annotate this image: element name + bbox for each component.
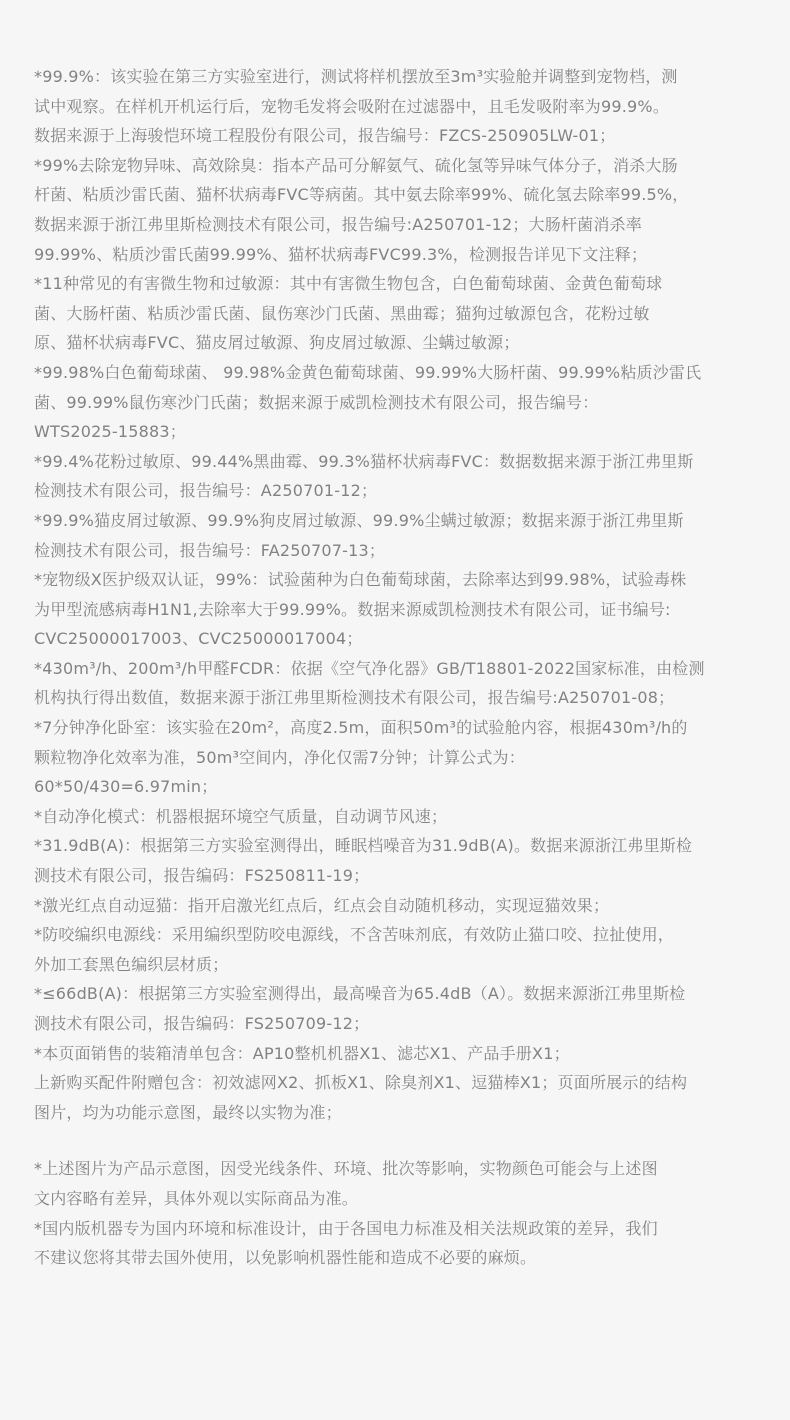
- note-bacteria-rates: *99.98%白色葡萄球菌、 99.98%金黄色葡萄球菌、99.99%大肠杆菌、99.99%粘质沙雷氏 菌、99.99%鼠伤寒沙门氏菌；数据来源于威凯检测技术有限公司，报告编号： WTS2025-15883；: [34, 362, 702, 442]
- disclaimer-notes: [34, 1154, 766, 1272]
- note-microbes-allergens: *11种常见的有害微生物和过敏源：其中有害微生物包含，白色葡萄球菌、金黄色葡萄球 菌、大肠杆菌、粘质沙雷氏菌、鼠伤寒沙门氏菌、黑曲霉；猫狗过敏源包含，花粉过敏 原、猫杯状病毒FVC、猫皮屑过敏源、狗皮屑过敏源、尘螨过敏源；: [34, 274, 663, 353]
- note-pet-hair-adsorption: *99.9%：该实验在第三方实验室进行，测试将样机摆放至3m³实验舱并调整到宠物档，测 试中观察。在样机开机运行后，宠物毛发将会吸附在过滤器中，且毛发吸附率为99.9%。 数据来源于上海骏恺环境工程股份有限公司，报告编号：FZCS-250905LW-01；: [34, 67, 678, 146]
- disclaimer-image-color: *上述图片为产品示意图，因受光线条件、环境、批次等影响，实物颜色可能会与上述图 文内容略有差异，具体外观以实际商品为准。: [34, 1159, 658, 1208]
- note-accessory-gifts: 上新购买配件附赠包含：初效滤网X2、抓板X1、除臭剂X1、逗猫棒X1；页面所展示的结构 图片，均为功能示意图，最终以实物为准；: [34, 1073, 688, 1122]
- note-package-contents: *本页面销售的装箱清单包含：AP10整机机器X1、滤芯X1、产品手册X1；: [34, 1043, 570, 1063]
- note-laser-cat-toy: *激光红点自动逗猫：指开启激光红点后，红点会自动随机移动，实现逗猫效果；: [34, 895, 610, 915]
- note-dual-certification: *宠物级X医护级双认证，99%：试验菌种为白色葡萄球菌，去除率达到99.98%，试验毒株 为甲型流感病毒H1N1,去除率大于99.99%。数据来源威凯检测技术有限公司，证书编号: CVC25000017003、CVC25000017004；: [34, 570, 687, 649]
- note-dander-mite: *99.9%猫皮屑过敏源、99.9%狗皮屑过敏源、99.9%尘螨过敏源；数据来源于浙江弗里斯 检测技术有限公司，报告编号：FA250707-13；: [34, 510, 684, 560]
- note-auto-mode: *自动净化模式：机器根据环境空气质量，自动调节风速；: [34, 806, 448, 826]
- disclaimer-domestic-use: *国内版机器专为国内环境和标准设计，由于各国电力标准及相关法规政策的差异，我们 不建议您将其带去国外使用，以免影响机器性能和造成不必要的麻烦。: [34, 1218, 658, 1268]
- note-bite-proof-cable: *防咬编织电源线：采用编织型防咬电源线，不含苦味剂底，有效防止猫口咬、拉扯使用， 外加工套黑色编织层材质；: [34, 925, 675, 974]
- note-sleep-noise: *31.9dB(A)：根据第三方实验室测得出，睡眠档噪音为31.9dB(A)。数据来源浙江弗里斯检 测技术有限公司，报告编码：FS250811-19；: [34, 836, 693, 886]
- note-cadr-fcdr: *430m³/h、200m³/h甲醛FCDR：依据《空气净化器》GB/T18801-2022国家标准，由检测 机构执行得出数值，数据来源于浙江弗里斯检测技术有限公司，报告编号:A250701-08；: [34, 658, 705, 708]
- section-spacer: [34, 1127, 766, 1154]
- test-data-notes: [34, 62, 766, 1127]
- note-max-noise: *≤66dB(A)：根据第三方实验室测得出，最高噪音为65.4dB（A）。数据来源浙江弗里斯检 测技术有限公司，报告编码：FS250709-12；: [34, 984, 686, 1033]
- note-bedroom-purification: *7分钟净化卧室：该实验在20m²，高度2.5m，面积50m³的试验舱内容，根据430m³/h的 颗粒物净化效率为准，50m³空间内，净化仅需7分钟；计算公式为： 60*50/430=6.97min；: [34, 718, 688, 797]
- note-pollen-mold-virus: *99.4%花粉过敏原、99.44%黑曲霉、99.3%猫杯状病毒FVC：数据数据来源于浙江弗里斯 检测技术有限公司，报告编号：A250701-12；: [34, 451, 694, 501]
- note-odor-removal: *99%去除宠物异味、高效除臭：指本产品可分解氨气、硫化氢等异味气体分子，消杀大肠 杆菌、粘质沙雷氏菌、猫杯状病毒FVC等病菌。其中氨去除率99%、硫化氢去除率99.5%， 数据来源于浙江弗里斯检测技术有限公司，报告编号:A250701-12；大肠杆菌消杀率 99.99%、粘质沙雷氏菌99.99%、猫杯状病毒FVC99.3%，检测报告详见下文注释；: [34, 155, 689, 264]
